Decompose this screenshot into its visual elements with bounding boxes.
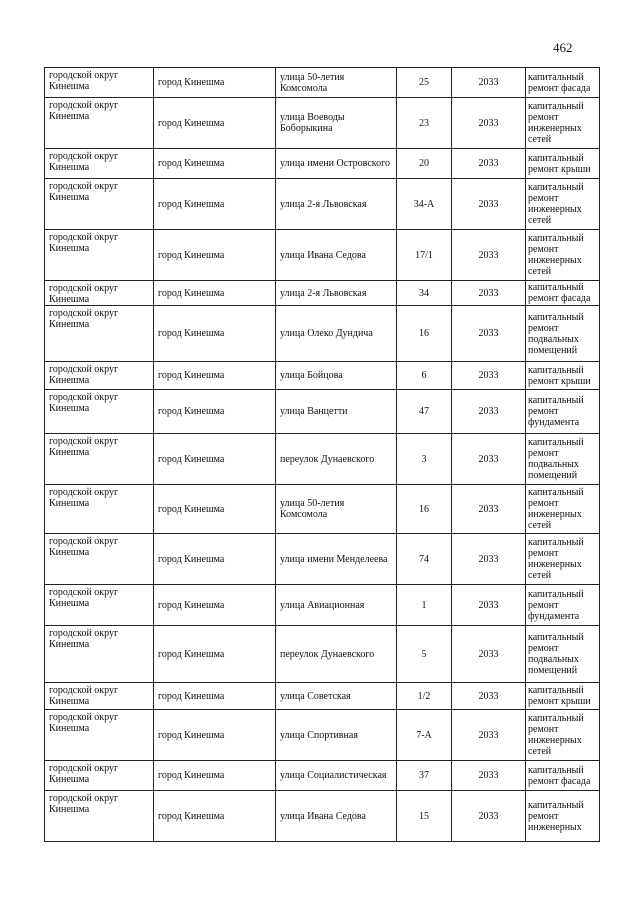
cell-year: 2033 — [452, 534, 526, 585]
cell-district: городской округ Кинешма — [45, 626, 154, 683]
cell-city: город Кинешма — [154, 98, 276, 149]
cell-street: улица Олеко Дундича — [276, 306, 397, 362]
cell-district: городской округ Кинешма — [45, 585, 154, 626]
cell-year: 2033 — [452, 281, 526, 306]
cell-year: 2033 — [452, 585, 526, 626]
table-row — [45, 626, 600, 683]
cell-street: улица Бойцова — [276, 362, 397, 390]
cell-year: 2033 — [452, 434, 526, 485]
cell-district: городской округ Кинешма — [45, 98, 154, 149]
cell-year: 2033 — [452, 149, 526, 179]
cell-city: город Кинешма — [154, 683, 276, 710]
cell-work: капитальный ремонт инженерных сетей — [526, 710, 600, 761]
cell-year: 2033 — [452, 68, 526, 98]
cell-street: улица Социалистическая — [276, 761, 397, 791]
cell-street: улица Воеводы Боборыкина — [276, 98, 397, 149]
cell-city: город Кинешма — [154, 710, 276, 761]
cell-city: город Кинешма — [154, 485, 276, 534]
cell-work: капитальный ремонт фасада — [526, 68, 600, 98]
cell-street: переулок Дунаевского — [276, 626, 397, 683]
cell-work: капитальный ремонт фундамента — [526, 585, 600, 626]
cell-street: улица имени Менделеева — [276, 534, 397, 585]
cell-year: 2033 — [452, 710, 526, 761]
cell-street: улица Советская — [276, 683, 397, 710]
cell-street: улица Ивана Седова — [276, 791, 397, 842]
cell-district: городской округ Кинешма — [45, 230, 154, 281]
cell-year: 2033 — [452, 230, 526, 281]
cell-year: 2033 — [452, 791, 526, 842]
cell-house: 37 — [397, 761, 452, 791]
cell-street: улица Ванцетти — [276, 390, 397, 434]
table-row — [45, 434, 600, 485]
cell-district: городской округ Кинешма — [45, 390, 154, 434]
cell-house: 16 — [397, 485, 452, 534]
cell-year: 2033 — [452, 485, 526, 534]
page-number: 462 — [553, 40, 573, 55]
cell-city: город Кинешма — [154, 626, 276, 683]
cell-work: капитальный ремонт инженерных сетей — [526, 485, 600, 534]
table-row — [45, 791, 600, 842]
cell-house: 16 — [397, 306, 452, 362]
cell-house: 1/2 — [397, 683, 452, 710]
cell-house: 6 — [397, 362, 452, 390]
table-row — [45, 390, 600, 434]
cell-district: городской округ Кинешма — [45, 179, 154, 230]
cell-district: городской округ Кинешма — [45, 683, 154, 710]
cell-work: капитальный ремонт инженерных сетей — [526, 230, 600, 281]
cell-street: улица 50-летия Комсомола — [276, 485, 397, 534]
table-row — [45, 179, 600, 230]
cell-street: переулок Дунаевского — [276, 434, 397, 485]
cell-year: 2033 — [452, 626, 526, 683]
table-row — [45, 585, 600, 626]
cell-house: 3 — [397, 434, 452, 485]
cell-house: 15 — [397, 791, 452, 842]
cell-work: капитальный ремонт подвальных помещений — [526, 626, 600, 683]
cell-city: город Кинешма — [154, 791, 276, 842]
table-row — [45, 149, 600, 179]
cell-house: 34 — [397, 281, 452, 306]
cell-house: 20 — [397, 149, 452, 179]
cell-house: 7-А — [397, 710, 452, 761]
table-row — [45, 230, 600, 281]
cell-work: капитальный ремонт крыши — [526, 362, 600, 390]
cell-city: город Кинешма — [154, 179, 276, 230]
cell-city: город Кинешма — [154, 585, 276, 626]
table-row — [45, 98, 600, 149]
cell-work: капитальный ремонт инженерных сетей — [526, 534, 600, 585]
cell-work: капитальный ремонт подвальных помещений — [526, 434, 600, 485]
cell-work: капитальный ремонт инженерных — [526, 791, 600, 842]
table-row — [45, 534, 600, 585]
cell-city: город Кинешма — [154, 68, 276, 98]
table-row — [45, 710, 600, 761]
table-row — [45, 485, 600, 534]
cell-work: капитальный ремонт крыши — [526, 149, 600, 179]
cell-district: городской округ Кинешма — [45, 434, 154, 485]
cell-work: капитальный ремонт подвальных помещений — [526, 306, 600, 362]
cell-district: городской округ Кинешма — [45, 534, 154, 585]
cell-district: городской округ Кинешма — [45, 149, 154, 179]
cell-district: городской округ Кинешма — [45, 710, 154, 761]
cell-district: городской округ Кинешма — [45, 761, 154, 791]
cell-work: капитальный ремонт фасада — [526, 281, 600, 306]
cell-street: улица Ивана Седова — [276, 230, 397, 281]
repair-schedule-table — [44, 67, 600, 842]
cell-city: город Кинешма — [154, 362, 276, 390]
cell-house: 23 — [397, 98, 452, 149]
cell-house: 74 — [397, 534, 452, 585]
cell-house: 17/1 — [397, 230, 452, 281]
cell-work: капитальный ремонт инженерных сетей — [526, 179, 600, 230]
cell-city: город Кинешма — [154, 534, 276, 585]
table-row — [45, 761, 600, 791]
cell-street: улица имени Островского — [276, 149, 397, 179]
cell-district: городской округ Кинешма — [45, 68, 154, 98]
cell-year: 2033 — [452, 98, 526, 149]
cell-year: 2033 — [452, 306, 526, 362]
table-row — [45, 306, 600, 362]
cell-street: улица 50-летия Комсомола — [276, 68, 397, 98]
cell-year: 2033 — [452, 362, 526, 390]
table-row — [45, 683, 600, 710]
cell-district: городской округ Кинешма — [45, 791, 154, 842]
cell-city: город Кинешма — [154, 230, 276, 281]
cell-city: город Кинешма — [154, 434, 276, 485]
cell-house: 47 — [397, 390, 452, 434]
cell-year: 2033 — [452, 761, 526, 791]
cell-city: город Кинешма — [154, 281, 276, 306]
cell-district: городской округ Кинешма — [45, 362, 154, 390]
cell-year: 2033 — [452, 390, 526, 434]
cell-year: 2033 — [452, 179, 526, 230]
cell-work: капитальный ремонт инженерных сетей — [526, 98, 600, 149]
cell-house: 34-А — [397, 179, 452, 230]
cell-work: капитальный ремонт фундамента — [526, 390, 600, 434]
cell-house: 5 — [397, 626, 452, 683]
cell-city: город Кинешма — [154, 149, 276, 179]
cell-street: улица 2-я Львовская — [276, 281, 397, 306]
table-row — [45, 362, 600, 390]
cell-street: улица Спортивная — [276, 710, 397, 761]
cell-city: город Кинешма — [154, 306, 276, 362]
cell-work: капитальный ремонт крыши — [526, 683, 600, 710]
cell-city: город Кинешма — [154, 390, 276, 434]
cell-house: 1 — [397, 585, 452, 626]
cell-house: 25 — [397, 68, 452, 98]
table-row — [45, 281, 600, 306]
table-row — [45, 68, 600, 98]
cell-city: город Кинешма — [154, 761, 276, 791]
cell-district: городской округ Кинешма — [45, 306, 154, 362]
cell-district: городской округ Кинешма — [45, 281, 154, 306]
cell-year: 2033 — [452, 683, 526, 710]
cell-district: городской округ Кинешма — [45, 485, 154, 534]
cell-street: улица 2-я Львовская — [276, 179, 397, 230]
cell-work: капитальный ремонт фасада — [526, 761, 600, 791]
cell-street: улица Авиационная — [276, 585, 397, 626]
